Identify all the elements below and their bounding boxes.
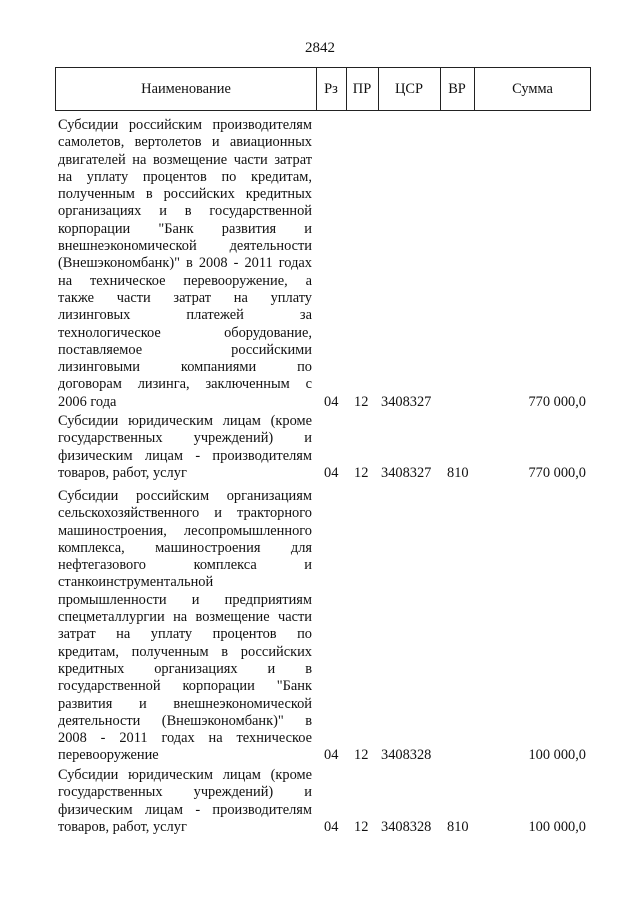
cell-sum: 770 000,0 bbox=[528, 394, 586, 410]
description-line: внешнеэкономической деятельности bbox=[58, 238, 312, 255]
cell-pr: 12 bbox=[354, 394, 369, 410]
description-line: перевооружение bbox=[58, 747, 159, 764]
cell-csr: 3408328 bbox=[381, 747, 432, 763]
description-line: технологическое оборудование, bbox=[58, 324, 312, 341]
description-line: также части затрат на уплату bbox=[58, 289, 312, 306]
cell-rz: 04 bbox=[324, 394, 339, 410]
cell-csr: 3408327 bbox=[381, 465, 432, 481]
description-line: промышленности и предприятиям bbox=[58, 591, 312, 608]
description-line: Субсидии юридическим лицам (кроме bbox=[58, 413, 312, 429]
row-description bbox=[58, 488, 312, 765]
cell-rz: 04 bbox=[324, 747, 339, 763]
cell-pr: 12 bbox=[354, 819, 369, 835]
description-line: товаров, работ, услуг bbox=[58, 464, 187, 481]
description-line: корпорации "Банк развития и bbox=[58, 220, 312, 237]
description-line: развития и внешнеэкономической bbox=[58, 695, 312, 712]
cell-sum: 100 000,0 bbox=[528, 747, 586, 763]
description-line: полученным в российских кредитных bbox=[58, 186, 312, 203]
description-line: на техническое перевооружение, а bbox=[58, 272, 312, 289]
description-line: машиностроения, лесопромышленного bbox=[58, 522, 312, 539]
description-line: организациях и в государственной bbox=[58, 203, 312, 220]
description-line: кредитам, полученным в российских bbox=[58, 643, 312, 660]
header-sum: Сумма bbox=[512, 81, 553, 97]
cell-sum: 770 000,0 bbox=[528, 465, 586, 481]
description-line: самолетов, вертолетов и авиационных bbox=[58, 134, 312, 151]
cell-csr: 3408327 bbox=[381, 394, 432, 410]
description-line: государственных учреждений) и bbox=[58, 430, 312, 447]
description-line: товаров, работ, услуг bbox=[58, 818, 187, 835]
description-line: договорам лизинга, заключенным с bbox=[58, 376, 312, 393]
description-line: Субсидии российским производителям bbox=[58, 117, 312, 133]
description-line: 2006 года bbox=[58, 393, 117, 410]
cell-pr: 12 bbox=[354, 747, 369, 763]
cell-csr: 3408328 bbox=[381, 819, 432, 835]
description-line: спецметаллургии на возмещение части bbox=[58, 609, 312, 626]
header-vr: ВР bbox=[448, 81, 466, 97]
description-line: на уплату процентов по кредитам, bbox=[58, 168, 312, 185]
description-line: государственных учреждений) и bbox=[58, 784, 312, 801]
table-header bbox=[55, 67, 591, 111]
header-name: Наименование bbox=[141, 81, 231, 97]
description-line: кредитных организациях и в bbox=[58, 660, 312, 677]
row-description bbox=[58, 117, 312, 411]
description-line: лизинговыми компаниями по bbox=[58, 359, 312, 376]
description-line: 2008 - 2011 годах на техническое bbox=[58, 730, 312, 747]
cell-rz: 04 bbox=[324, 465, 339, 481]
cell-sum: 100 000,0 bbox=[528, 819, 586, 835]
cell-rz: 04 bbox=[324, 819, 339, 835]
header-pr: ПР bbox=[352, 81, 372, 97]
description-line: двигателей на возмещение части затрат bbox=[58, 151, 312, 168]
description-line: Субсидии юридическим лицам (кроме bbox=[58, 767, 312, 783]
cell-pr: 12 bbox=[354, 465, 369, 481]
description-line: сельскохозяйственного и тракторного bbox=[58, 505, 312, 522]
header-divider bbox=[590, 68, 591, 110]
description-line: затрат на уплату процентов по bbox=[58, 626, 312, 643]
cell-vr: 810 bbox=[447, 819, 469, 835]
description-line: государственной корпорации "Банк bbox=[58, 678, 312, 695]
description-line: физическим лицам - производителям bbox=[58, 447, 312, 464]
description-line: станкоинструментальной bbox=[58, 574, 214, 591]
row-description bbox=[58, 413, 312, 482]
description-line: деятельности (Внешэкономбанк)" в bbox=[58, 712, 312, 729]
row-description bbox=[58, 767, 312, 836]
page-number: 2842 bbox=[305, 40, 335, 56]
description-line: (Внешэкономбанк)" в 2008 - 2011 годах bbox=[58, 255, 312, 272]
description-line: поставляемое российскими bbox=[58, 341, 312, 358]
header-csr: ЦСР bbox=[395, 81, 423, 97]
cell-vr: 810 bbox=[447, 465, 469, 481]
description-line: физическим лицам - производителям bbox=[58, 801, 312, 818]
description-line: лизинговых платежей за bbox=[58, 307, 312, 324]
description-line: комплекса, машиностроения для bbox=[58, 539, 312, 556]
description-line: нефтегазового комплекса и bbox=[58, 557, 312, 574]
header-rz: Рз bbox=[324, 81, 338, 97]
description-line: Субсидии российским организациям bbox=[58, 488, 312, 504]
